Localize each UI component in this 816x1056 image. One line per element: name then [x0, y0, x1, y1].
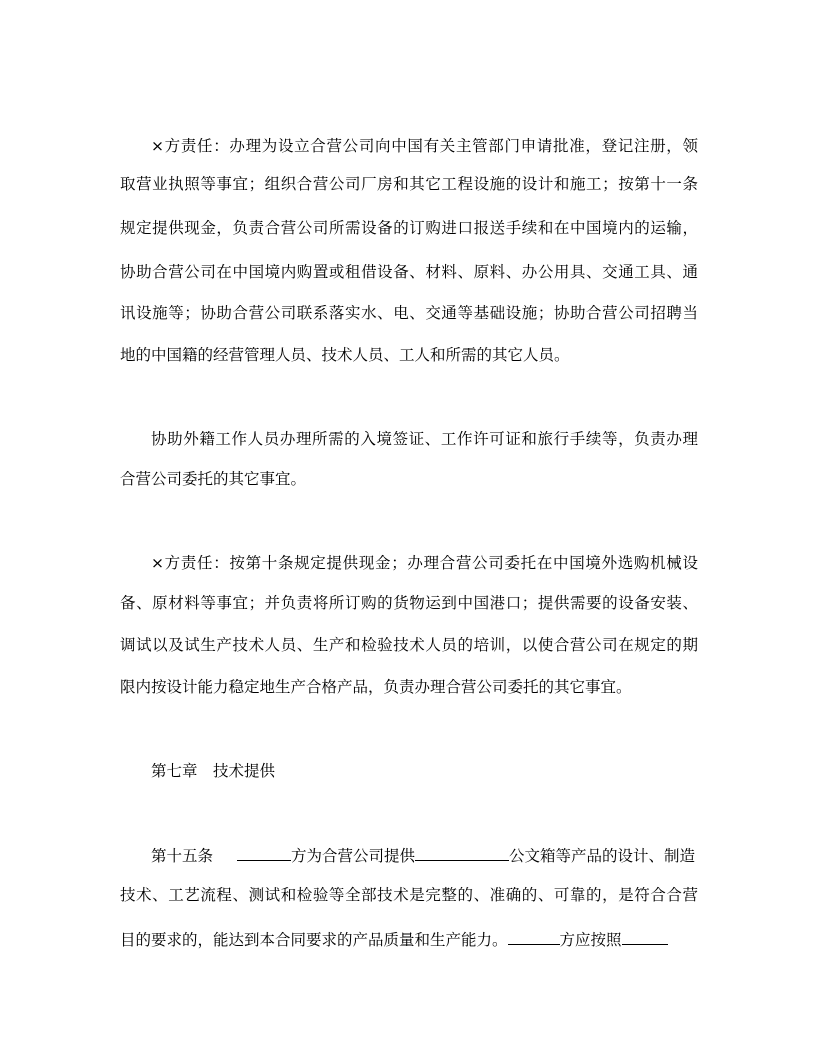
article-15-label: 第十五条	[151, 847, 214, 865]
article-15-text-a: 方为合营公司提供	[291, 847, 416, 865]
paragraph-3-line-3: 调试以及试生产技术人员、生产和检验技术人员的培训，以使合营公司在规定的期	[120, 636, 698, 654]
paragraph-2-line-1: 协助外籍工作人员办理所需的入境签证、工作许可证和旅行手续等，负责办理	[151, 430, 698, 448]
article-15-line-2: 技术、工艺流程、测试和检验等全部技术是完整的、准确的、可靠的，是符合合营	[120, 886, 698, 904]
party-blank-2	[508, 927, 560, 945]
trailing-blank	[622, 927, 668, 945]
paragraph-1-line-1: ×方责任：办理为设立合营公司向中国有关主管部门申请批准，登记注册，领	[151, 137, 698, 155]
paragraph-1-line-4: 协助合营公司在中国境内购置或租借设备、材料、原料、办公用具、交通工具、通	[120, 263, 698, 281]
paragraph-2-line-2: 合营公司委托的其它事宜。	[120, 470, 307, 488]
chapter-heading: 第七章 技术提供	[151, 762, 276, 780]
paragraph-1-line-3: 规定提供现金，负责合营公司所需设备的订购进口报送手续和在中国境内的运输，	[120, 219, 698, 237]
article-15-line-3	[120, 927, 698, 951]
paragraph-3-line-2: 备、原材料等事宜；并负责将所订购的货物运到中国港口；提供需要的设备安装、	[120, 594, 698, 612]
article-15-line-1	[151, 843, 698, 867]
paragraph-1-line-5: 讯设施等；协助合营公司联系落实水、电、交通等基础设施；协助合营公司招聘当	[120, 304, 698, 322]
paragraph-3-line-1: ×方责任：按第十条规定提供现金；办理合营公司委托在中国境外选购机械设	[151, 554, 698, 572]
paragraph-1-line-2: 取营业执照等事宜；组织合营公司厂房和其它工程设施的设计和施工；按第十一条	[120, 175, 698, 193]
paragraph-1-line-6: 地的中国籍的经营管理人员、技术人员、工人和所需的其它人员。	[120, 346, 570, 364]
paragraph-3-line-4: 限内按设计能力稳定地生产合格产品，负责办理合营公司委托的其它事宜。	[120, 678, 632, 696]
article-15-line-3-text-b: 方应按照	[559, 931, 622, 949]
party-blank	[237, 843, 291, 861]
article-15-line-3-text-a: 目的要求的，能达到本合同要求的产品质量和生产能力。	[120, 931, 508, 949]
product-blank	[415, 843, 509, 861]
article-15-text-b: 公文箱等产品的设计、制造	[509, 847, 696, 865]
